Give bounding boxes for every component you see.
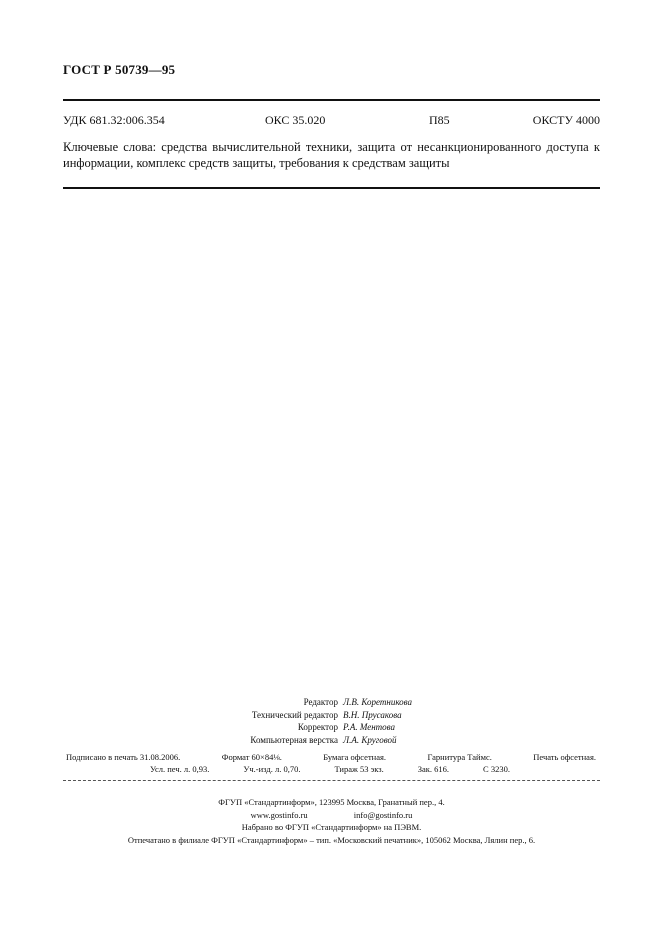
usl-sheets: Усл. печ. л. 0,93. — [150, 764, 210, 774]
keywords-paragraph: Ключевые слова: средства вычислительной техники, защита от несанкционированного доступа к информации, комплекс средств защиты, требования к средствам защиты — [63, 140, 600, 170]
credit-role: Компьютерная верстка — [250, 734, 338, 745]
website-link[interactable]: www.gostinfo.ru — [250, 809, 308, 820]
paper-format: Формат 60×84⅛. — [221, 752, 282, 762]
paper-type: Бумага офсетная. — [323, 752, 387, 762]
dashed-divider — [63, 780, 600, 781]
signed-date: Подписано в печать 31.08.2006. — [66, 752, 181, 762]
credit-layout — [160, 734, 500, 747]
p-code: П85 — [429, 113, 450, 127]
print-method: Печать офсетная. — [533, 752, 596, 762]
credit-role: Корректор — [297, 722, 338, 732]
print-run: Тираж 53 экз. — [334, 764, 384, 774]
publication-line-1 — [66, 752, 596, 762]
email-link[interactable]: info@gostinfo.ru — [353, 809, 413, 820]
publisher-address: ФГУП «Стандартинформ», 123995 Москва, Гранатный пер., 4. — [218, 797, 445, 807]
document-code: ГОСТ Р 50739—95 — [63, 62, 176, 77]
okstu-code: ОКСТУ 4000 — [532, 113, 600, 127]
credit-person: Р.А. Ментова — [343, 722, 396, 732]
udk-code: УДК 681.32:006.354 — [63, 113, 165, 127]
printed-note: Отпечатано в филиале ФГУП «Стандартинформ» – тип. «Московский печатник», 105062 Москва, Лялин пер., 6. — [127, 834, 536, 845]
credit-corrector — [160, 721, 500, 734]
bottom-divider — [63, 187, 600, 189]
credit-person: Л.В. Коретникова — [343, 697, 413, 707]
publication-line-2 — [150, 764, 510, 774]
order-number: Зак. 616. — [417, 764, 450, 774]
typeset-note: Набрано во ФГУП «Стандартинформ» на ПЭВМ. — [241, 822, 422, 832]
credit-person: Л.А. Круговой — [343, 734, 397, 745]
uch-sheets: Уч.-изд. л. 0,70. — [243, 764, 301, 774]
credit-role: Технический редактор — [251, 709, 338, 720]
credits-block — [160, 696, 500, 746]
credit-person: В.Н. Прусакова — [343, 709, 402, 720]
c-number: С 3230. — [483, 764, 510, 774]
credit-editor — [160, 696, 500, 709]
web-contacts — [63, 809, 600, 822]
imprint-footer — [63, 796, 600, 846]
credit-tech-editor — [160, 709, 500, 722]
oks-code: ОКС 35.020 — [265, 113, 326, 127]
typeface: Гарнитура Таймс. — [427, 752, 492, 762]
top-divider — [63, 99, 600, 101]
credit-role: Редактор — [303, 697, 338, 707]
